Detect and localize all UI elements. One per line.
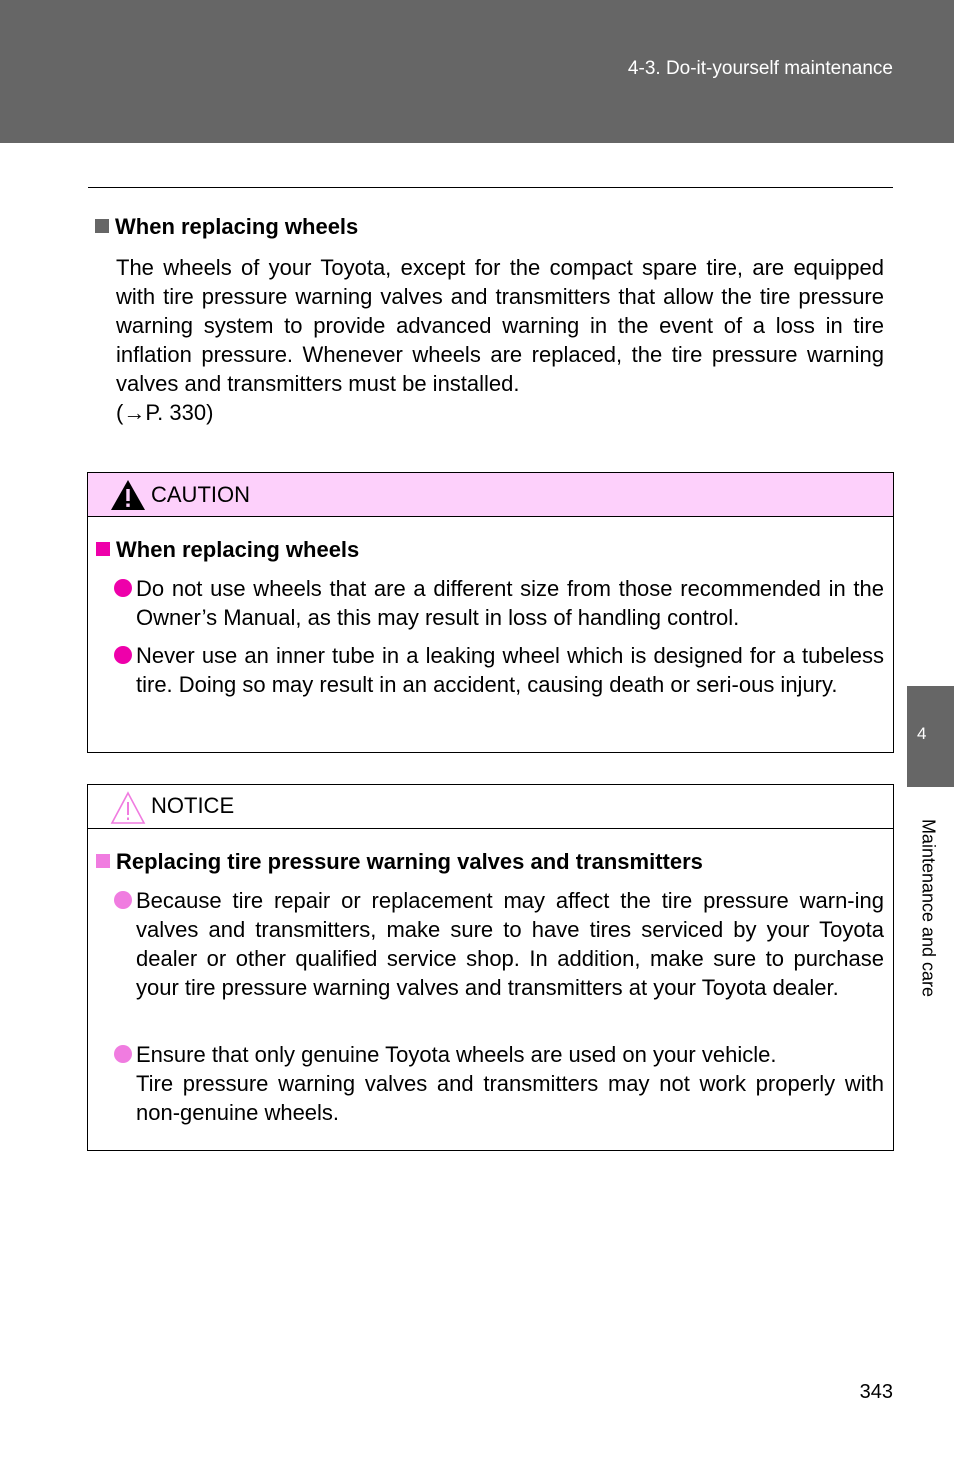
- chapter-label-text: Maintenance and care: [918, 818, 939, 998]
- warning-triangle-icon: [110, 479, 146, 511]
- caution-item: [114, 641, 884, 699]
- pink-square-icon: [96, 854, 110, 868]
- caution-item-text: Do not use wheels that are a different size from those recommended in the Owner’s Manual, as this may result in loss of handling control.: [136, 576, 884, 630]
- page-number: 343: [859, 1381, 893, 1403]
- caution-heading-text: When replacing wheels: [116, 537, 360, 562]
- notice-label: NOTICE: [151, 793, 235, 818]
- chapter-tab: [907, 686, 954, 787]
- caution-label: CAUTION: [151, 482, 250, 507]
- caution-header: [88, 473, 893, 517]
- caution-heading: [96, 537, 359, 563]
- top-rule: [88, 187, 893, 188]
- intro-heading-text: When replacing wheels: [115, 214, 359, 239]
- intro-page-ref: (→P. 330): [116, 400, 214, 425]
- notice-heading: [96, 849, 703, 875]
- magenta-square-icon: [96, 542, 110, 556]
- bullet-icon: [114, 1045, 132, 1063]
- intro-body: The wheels of your Toyota, except for the compact spare tire, are equipped with tire pressure warning valves and transmitters that allow the tire pressure warning system to provide advanced warning in the event of a loss in tire inflation pressure. Whenever wheels are replaced, the tire pressure warning valves and transmitters must be installed.: [116, 255, 884, 396]
- notice-heading-text: Replacing tire pressure warning valves and transmitters: [116, 849, 703, 874]
- caution-item-text: Never use an inner tube in a leaking wheel which is designed for a tubeless tire. Doing so may result in an accident, causing death or seri-ous injury.: [136, 643, 884, 697]
- chapter-number: 4: [917, 724, 927, 743]
- notice-item-text: Ensure that only genuine Toyota wheels are used on your vehicle.: [136, 1042, 777, 1067]
- warning-triangle-outline-icon: [110, 791, 146, 825]
- gray-square-icon: [95, 219, 109, 233]
- section-title: 4-3. Do-it-yourself maintenance: [627, 58, 893, 79]
- bullet-icon: [114, 646, 132, 664]
- caution-box: [87, 472, 894, 753]
- notice-item-continued: Tire pressure warning valves and transmitters may not work properly with non-genuine wheels.: [136, 1071, 884, 1125]
- intro-heading: [95, 214, 358, 240]
- notice-box: [87, 784, 894, 1151]
- notice-item: [114, 1040, 884, 1127]
- bullet-icon: [114, 579, 132, 597]
- notice-item: [114, 886, 884, 1002]
- header-band: [0, 0, 954, 143]
- notice-header: [88, 785, 893, 829]
- caution-item: [114, 574, 884, 632]
- notice-item-text: Because tire repair or replacement may affect the tire pressure warn-ing valves and transmitters, make sure to have tires serviced by your Toyota dealer or other qualified service shop. In addition, make sure to purchase your tire pressure warning valves and transmitters at your Toyota dealer.: [136, 888, 884, 1000]
- bullet-icon: [114, 891, 132, 909]
